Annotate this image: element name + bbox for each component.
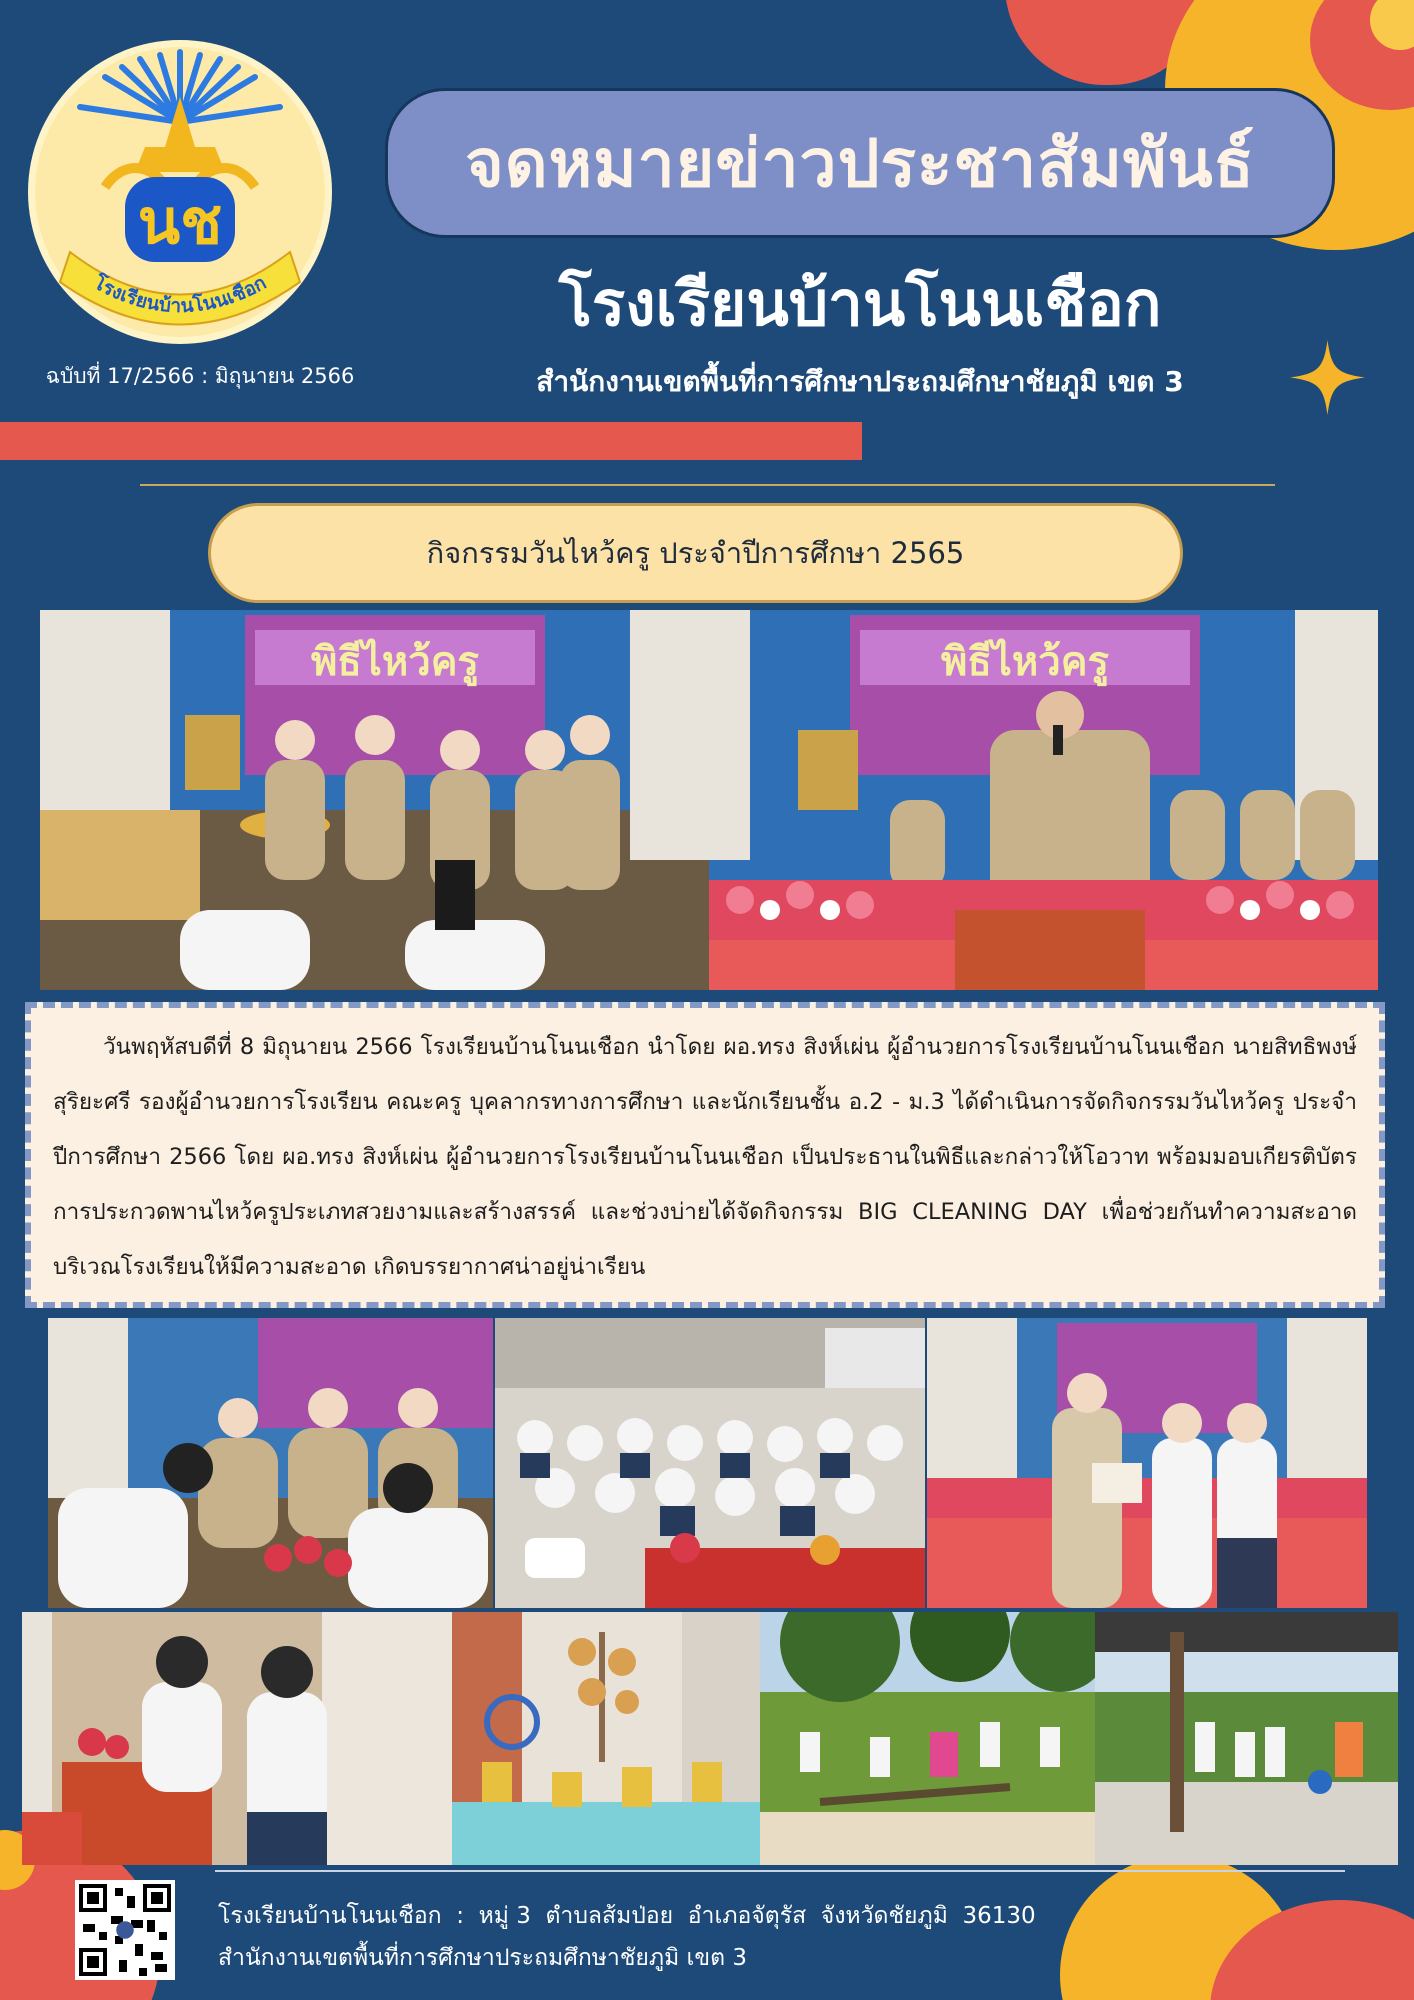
footer-divider xyxy=(215,1870,1345,1872)
activity-body-text: วันพฤหัสบดีที่ 8 มิถุนายน 2566 โรงเรียนบ้านโนนเชือก นำโดย ผอ.ทรง สิงห์เผ่น ผู้อำนวยการโรงเรียนบ้านโนนเชือก นายสิทธิพงษ์ สุริยะศรี รองผู้อำนวยการโรงเรียน คณะครู บุคลากรทางการศึกษา และนักเรียนชั้น อ.2 - ม.3 ได้ดำเนินการจัดกิจกรรมวันไหว้ครู ประจำปีการศึกษา 2566 โดย ผอ.ทรง สิงห์เผ่น ผู้อำนวยการโรงเรียนบ้านโนนเชือก เป็นประธานในพิธีและกล่าวให้โอวาท พร้อมมอบเกียรติบัตรการประกวดพานไหว้ครูประเภทสวยงามและสร้างสรรค์ และช่วงบ่ายได้จัดกิจกรรม BIG CLEANING DAY เพื่อช่วยกันทำความสะอาดบริเวณโรงเรียนให้มีความสะอาด เกิดบรรยากาศน่าอยู่น่าเรียน xyxy=(53,1034,1357,1280)
education-office: สำนักงานเขตพื้นที่การศึกษาประถมศึกษาชัยภูมิ เขต 3 xyxy=(536,365,1184,398)
photo-cleaning-yard xyxy=(1095,1612,1398,1865)
photo-students-seated xyxy=(495,1318,925,1608)
logo-letters: นช xyxy=(137,185,223,258)
activity-title: กิจกรรมวันไหว้ครู ประจำปีการศึกษา 2565 xyxy=(208,503,1183,603)
school-logo xyxy=(25,37,335,347)
activity-description xyxy=(25,1002,1385,1308)
banner-text-left: พิธีไหว้ครู xyxy=(311,639,479,685)
school-name: โรงเรียนบ้านโนนเชือก xyxy=(558,267,1162,340)
photo-ceremony-main xyxy=(40,610,1378,990)
photo-flower-offerings xyxy=(452,1612,760,1865)
banner-text-right: พิธีไหว้ครู xyxy=(941,639,1109,685)
red-accent-bar xyxy=(0,422,862,460)
newsletter-title: จดหมายข่าวประชาสัมพันธ์ xyxy=(385,88,1335,238)
photo-students-paying-respect xyxy=(48,1318,493,1608)
logo-caption: โรงเรียนบ้านโนนเชือก xyxy=(89,271,271,318)
photo-student-speakers xyxy=(22,1612,452,1865)
photo-cleaning-field xyxy=(760,1612,1095,1865)
footer-address: โรงเรียนบ้านโนนเชือก : หมู่ 3 ตำบลส้มป่อย อำเภอจัตุรัส จังหวัดชัยภูมิ 36130 xyxy=(218,1903,1036,1929)
issue-number: ฉบับที่ 17/2566 : มิถุนายน 2566 xyxy=(45,364,355,388)
photo-certificate-award xyxy=(927,1318,1367,1608)
footer-office: สำนักงานเขตพื้นที่การศึกษาประถมศึกษาชัยภูมิ เขต 3 xyxy=(218,1945,748,1971)
divider-line xyxy=(140,484,1275,486)
qr-code[interactable] xyxy=(75,1880,175,1980)
